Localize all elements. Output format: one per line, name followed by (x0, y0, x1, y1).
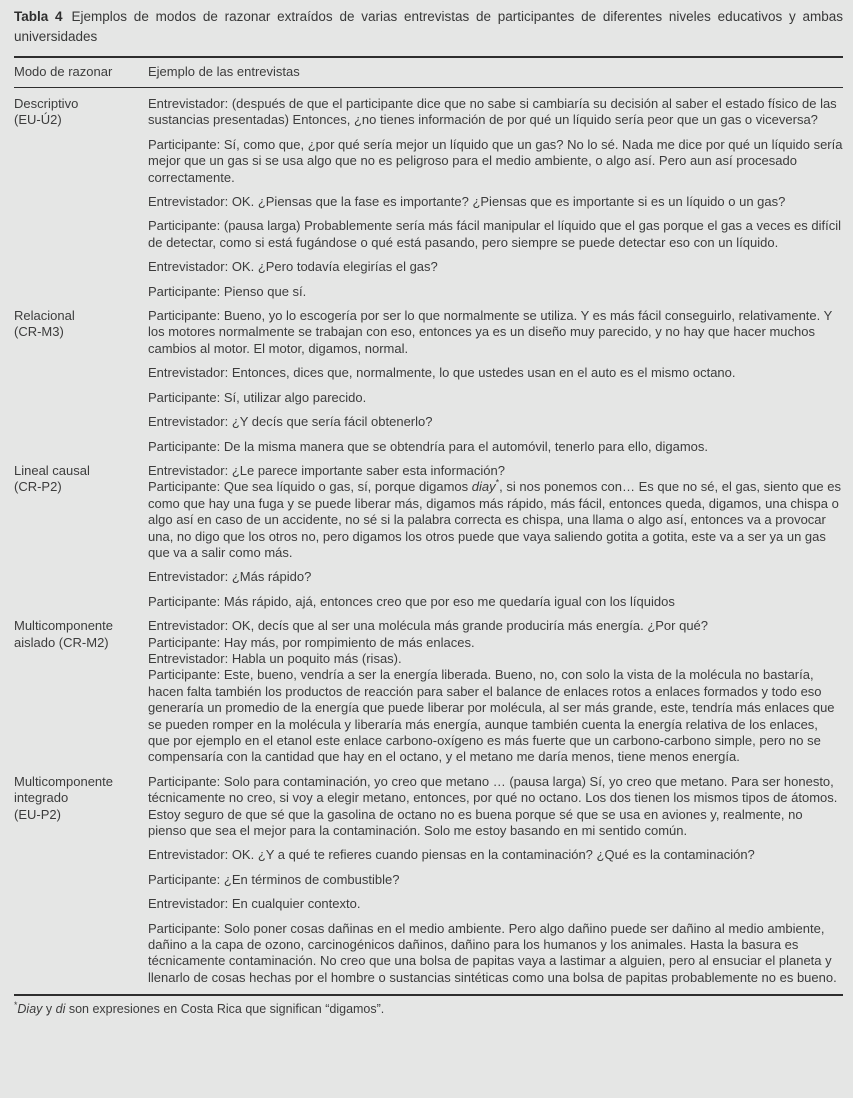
dialogue-block (148, 618, 843, 766)
text-segment: Participante: De la misma manera que se obtendría para el automóvil, tenerlo para ello, digamos. (148, 438, 709, 454)
text-segment: y (42, 1002, 56, 1017)
text-segment: Entrevistador: OK. ¿Y a qué te refieres cuando piensas en la contaminación? ¿Qué es la contaminación? (148, 847, 755, 863)
dialogue-block (148, 259, 843, 275)
dialogue-turn (148, 651, 843, 667)
text-segment: Entrevistador: En cualquier contexto. (148, 896, 361, 912)
dialogue-block (148, 896, 843, 912)
mode-line: Multicomponente (14, 618, 113, 634)
text-segment: Entrevistador: Entonces, dices que, normalmente, lo que ustedes usan en el auto es el mismo octano. (148, 365, 736, 381)
text-segment: Participante: ¿En términos de combustible? (148, 871, 400, 887)
mode-line: Descriptivo (14, 96, 79, 111)
mode-cell (14, 96, 148, 308)
dialogue-block (148, 194, 843, 210)
dialogue-block (148, 847, 843, 863)
mode-line: Relacional (14, 308, 75, 324)
text-segment: Entrevistador: ¿Le parece importante saber esta información? (148, 462, 505, 478)
column-header-row (14, 58, 843, 87)
text-segment: Participante: Solo para contaminación, yo creo que metano … (pausa larga) Sí, yo creo que metano. Para ser honesto, técnicamente no creo, si voy a elegir metano, entonces, por qué no octano. Los dos tienen los mismos tipos de átomos. Estoy seguro de que sé que la gasolina de octano no es buena porque sé que se usa en aviones y, realmente, no pienso que sea el mejor para la contaminación. Solo me estoy basando en mi sentido común. (148, 773, 838, 839)
dialogue-block (148, 284, 843, 300)
text-segment: Entrevistador: ¿Más rápido? (148, 569, 312, 585)
column-header-example: Ejemplo de las entrevistas (148, 64, 300, 79)
dialogue-turn (148, 774, 843, 840)
dialogue-turn (148, 284, 843, 300)
dialogue-turn (148, 194, 843, 210)
dialogue-turn (148, 463, 843, 479)
mode-line: Lineal causal (14, 462, 90, 478)
mode-cell (14, 308, 148, 463)
dialogue-turn (148, 218, 843, 251)
italic-term: di (55, 1002, 66, 1017)
mode-line: integrado (14, 790, 69, 806)
example-cell (148, 96, 843, 308)
dialogue-turn (148, 635, 843, 651)
text-segment: Participante: Sí, como que, ¿por qué sería mejor un líquido que un gas? No lo sé. Nada me dice por qué un líquido sería mejor que un gas si se usa algo que no es peligroso para el medio ambiente, o algo así. Pero aun así procesado correctamente. (148, 136, 843, 185)
dialogue-turn (148, 569, 843, 585)
text-segment: Entrevistador: Habla un poquito más (risas). (148, 650, 402, 666)
text-segment: Participante: (pausa larga) Probablemente sería más fácil manipular el líquido que el gas porque el gas a veces es difícil de detectar, como si está fugándose o qué está pasando, pero siempre se puede detectar eso con un líquido. (148, 218, 841, 250)
dialogue-turn (148, 137, 843, 186)
mode-cell (14, 618, 148, 774)
dialogue-turn (148, 96, 843, 129)
mode-cell (14, 774, 148, 994)
table-row (14, 618, 843, 774)
table-row (14, 308, 843, 463)
table-body (14, 88, 843, 994)
text-segment: Entrevistador: OK, decís que al ser una molécula más grande produciría más energía. ¿Por qué? (148, 618, 709, 634)
dialogue-turn (148, 594, 843, 610)
table-row (14, 96, 843, 308)
text-segment: Participante: Más rápido, ajá, entonces creo que por eso me quedaría igual con los líquidos (148, 593, 675, 609)
text-segment: , si nos ponemos con… Es que no sé, el gas, siento que es como que hay una fuga y se puede liberar más, digamos más rápido, más fácil, entonces queda, digamos, una chispa o algo así en caso de un accidente, no sé si la palabra correcta es chispa, una llama o algo así, entonces va a provocar una, no digo que los otros no, pero digamos los otros puede que vaya saliendo gotita a gotita, este va a ser ya un gas que va a salir como más. (148, 479, 841, 560)
text-segment: Participante: Bueno, yo lo escogería por ser lo que normalmente se utiliza. Y es más fácil conseguirlo, relativamente. Y los motores normalmente se trabajan con eso, entonces ya es un diseño muy parecido, y no hay que hacer muchos cambios al motor. El motor, digamos, normal. (148, 308, 833, 356)
example-cell (148, 463, 843, 618)
dialogue-turn (148, 308, 843, 357)
text-segment: Entrevistador: (después de que el participante dice que no sabe si cambiaría su decisión al saber el estado físico de las sustancias presentadas) Entonces, ¿no tienes información de por qué un líquido sería peor que un gas o viceversa? (148, 96, 837, 128)
footnote-marker: * (14, 1000, 18, 1011)
dialogue-turn (148, 872, 843, 888)
dialogue-turn (148, 479, 843, 561)
dialogue-turn (148, 439, 843, 455)
text-segment: Entrevistador: OK. ¿Piensas que la fase es importante? ¿Piensas que es importante si es un líquido o un gas? (148, 194, 786, 210)
text-segment: Entrevistador: OK. ¿Pero todavía elegirías el gas? (148, 259, 438, 275)
example-cell (148, 774, 843, 994)
mode-line: (EU-P2) (14, 806, 61, 822)
column-header-mode: Modo de razonar (14, 64, 113, 79)
table-label: Tabla 4 (14, 9, 63, 24)
text-segment: Participante: Hay más, por rompimiento de más enlaces. (148, 634, 475, 650)
dialogue-block (148, 137, 843, 186)
dialogue-block (148, 921, 843, 987)
text-segment: Entrevistador: ¿Y decís que sería fácil obtenerlo? (148, 414, 433, 430)
mode-line: Multicomponente (14, 773, 113, 789)
dialogue-turn (148, 847, 843, 863)
mode-line: aislado (CR-M2) (14, 634, 109, 650)
text-segment: son expresiones en Costa Rica que significan “digamos”. (65, 1002, 385, 1017)
dialogue-turn (148, 390, 843, 406)
italic-term: diay (471, 479, 496, 495)
text-segment: Participante: Este, bueno, vendría a ser la energía liberada. Bueno, no, con solo la vista de la molécula no bastaría, hacen falta también los productos de reacción para saber el balance de enlaces rotos a enlaces formados y todo eso generaría un promedio de la energía que puede liberar por molécula, al ser más grande, este, tendría más enlaces que se pueden romper en la molécula y liberaría más energía, aunque también cuenta la energía relativa de los enlaces, que por ejemplo en el etanol este enlace carbono-oxígeno es más fuerte que un carbono-carbono simple, pero no se compensaría con la cantidad que hay en el octano, y el metano me daría menos, tiene menos energía. (148, 667, 835, 765)
dialogue-block (148, 569, 843, 585)
mode-line: (CR-P2) (14, 479, 62, 495)
dialogue-turn (148, 896, 843, 912)
table-caption-text: Ejemplos de modos de razonar extraídos de varias entrevistas de participantes de diferentes niveles educativos y ambas universidades (14, 9, 843, 44)
dialogue-block (148, 463, 843, 561)
dialogue-block (148, 414, 843, 430)
footnote (14, 996, 843, 1023)
dialogue-block (148, 218, 843, 251)
example-cell (148, 308, 843, 463)
dialogue-block (148, 594, 843, 610)
example-cell (148, 618, 843, 774)
dialogue-turn (148, 414, 843, 430)
dialogue-turn (148, 259, 843, 275)
dialogue-turn (148, 618, 843, 634)
mode-line: (EU-Ú2) (14, 112, 62, 128)
italic-term: Diay (17, 1002, 43, 1017)
dialogue-turn (148, 667, 843, 765)
table-row (14, 774, 843, 994)
dialogue-block (148, 439, 843, 455)
dialogue-block (148, 308, 843, 357)
dialogue-block (148, 774, 843, 840)
dialogue-block (148, 390, 843, 406)
dialogue-turn (148, 365, 843, 381)
text-segment: Participante: Sí, utilizar algo parecido. (148, 389, 367, 405)
dialogue-block (148, 872, 843, 888)
mode-line: (CR-M3) (14, 324, 64, 340)
footnote-marker: * (495, 477, 500, 488)
dialogue-block (148, 96, 843, 129)
mode-cell (14, 463, 148, 618)
dialogue-block (148, 365, 843, 381)
text-segment: Participante: Que sea líquido o gas, sí, porque digamos (148, 479, 472, 495)
text-segment: Participante: Solo poner cosas dañinas en el medio ambiente. Pero algo dañino puede ser dañino al medio ambiente, dañino a la capa de ozono, carcinogénicos dañinos, dañino para los humanos y los animales. Hasta la basura es técnicamente contaminación. No creo que una bolsa de papitas vaya a lastimar a alguien, pero al ensuciar el planeta y llenarlo de cosas hechas por el hombre o sustancias sintéticas como una bolsa de papitas probablemente no es bueno. (148, 920, 837, 985)
table-caption (14, 7, 843, 47)
text-segment: Participante: Pienso que sí. (148, 283, 307, 299)
dialogue-turn (148, 921, 843, 987)
table-row (14, 463, 843, 618)
